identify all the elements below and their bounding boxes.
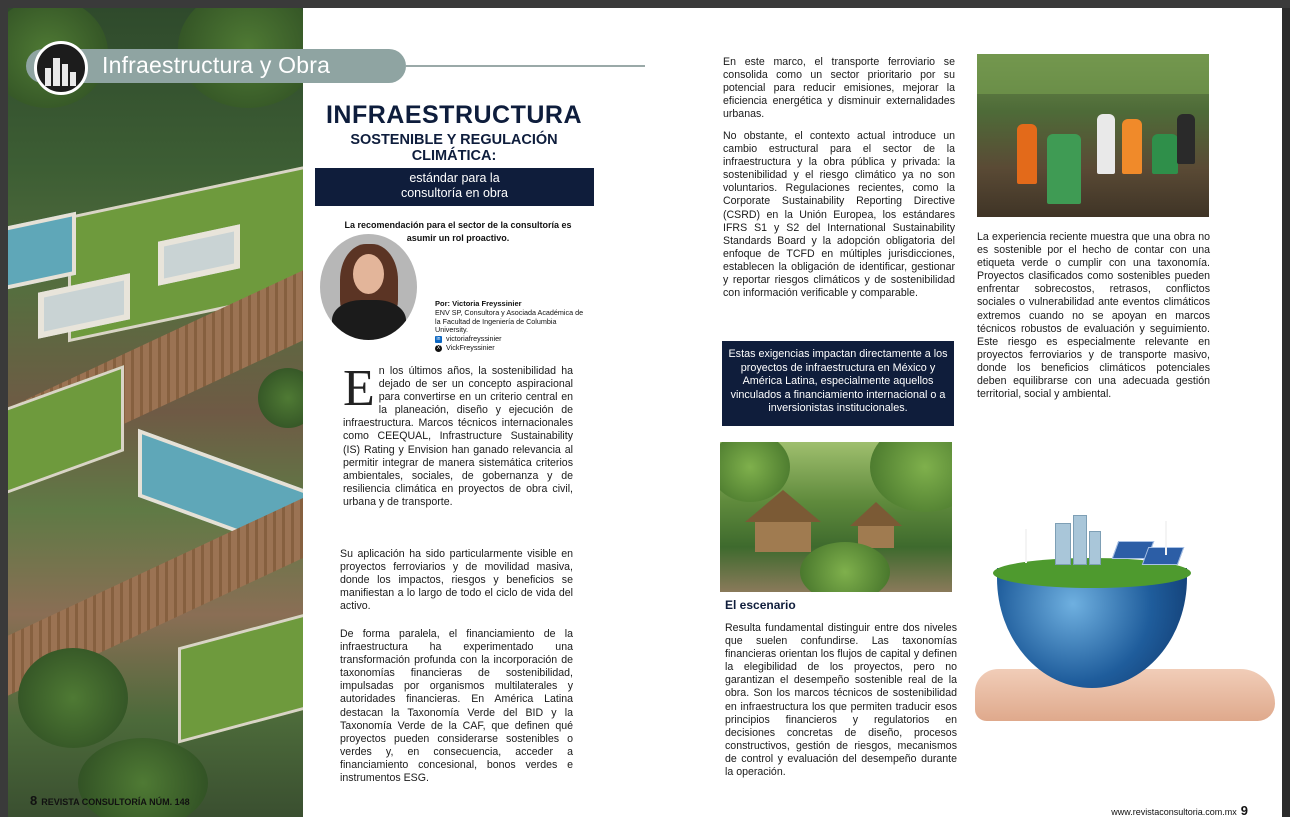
- banner-rule: [406, 65, 645, 67]
- author-x[interactable]: VickFreyssinier: [446, 342, 495, 352]
- left-page: [8, 8, 645, 817]
- lead-paragraph: La recomendación para el sector de la consultoría es asumir un rol proactivo.: [344, 220, 572, 243]
- left-paragraph-1: [343, 360, 573, 509]
- magazine-spread: [0, 8, 1290, 817]
- footer-url[interactable]: www.revistaconsultoria.com.mx: [1111, 807, 1237, 817]
- field-team-photo: [977, 54, 1209, 217]
- article-title-line1: INFRAESTRUCTURA: [325, 101, 583, 129]
- article-title-line2-3: [308, 132, 600, 164]
- right-paragraph-3: Resulta fundamental distinguir entre dos niveles que suelen confundirse. Las taxonomías financieras orientan los flujos de capital y definen la elegibilidad de los proyectos, pero no garantizan el desempeño sostenible real de la obra. Son los marcos técnicos de sostenibilidad en infraestructura los que permiten traducir esos principios financieros y regulatorios en decisiones concretas de diseño, procesos constructivos, gestión de riesgos, mecanismos de control y evaluación del desempeño durante la operación.: [725, 622, 957, 779]
- footer-left: [30, 793, 190, 808]
- callout-box: Estas exigencias impactan directamente a los proyectos de infraestructura en México y América Latina, especialmente aquellos vinculados a financiamiento internacional o a inversionistas institucionales.: [722, 341, 954, 426]
- right-page: [645, 8, 1282, 817]
- footer-left-text: REVISTA CONSULTORÍA NÚM. 148: [41, 797, 190, 807]
- footer-right: [1111, 803, 1248, 817]
- article-title-line3: CLIMÁTICA:: [411, 148, 497, 164]
- subtitle-box: [315, 168, 594, 206]
- subtitle-line2: consultoría en obra: [400, 186, 508, 200]
- city-skyline-icon: [34, 41, 88, 95]
- right-paragraph-1: En este marco, el transporte ferroviario se consolida como un sector prioritario por su potencial para reducir emisiones, mejorar la eficiencia energética y disminuir externalidades urbanas.: [723, 56, 955, 121]
- page-number-left: 8: [30, 793, 38, 808]
- author-bio: ENV SP, Consultora y Asociada Académica de la Facultad de Ingeniería de Columbia University.: [435, 307, 584, 335]
- page-number-right: 9: [1240, 803, 1248, 817]
- article-title-line2: SOSTENIBLE Y REGULACIÓN: [350, 132, 558, 148]
- author-portrait: [320, 234, 417, 340]
- x-icon: X: [436, 344, 441, 351]
- left-paragraph-2: Su aplicación ha sido particularmente visible en proyectos ferroviarios y de movilidad masiva, donde los impactos, riesgos y beneficios se manifiestan a lo largo de todo el ciclo de vida del activo.: [340, 548, 573, 613]
- section-title: Infraestructura y Obra: [102, 52, 331, 78]
- left-p1-text: n los últimos años, la sostenibilidad ha dejado de ser un concepto aspiracional para convertirse en un criterio central en la planeación, diseño y ejecución de infraestructura. Marcos técnicos internacionales como CEEQUAL, Infrastructure Sustainability (IS) Rating y Envision han ganado relevancia al permitir integrar de manera sistemática criterios ambientales, sociales, de gobernanza y de resiliencia climática en proyectos de obra civil, urbana y de transporte.: [343, 365, 573, 508]
- author-block: [435, 300, 585, 353]
- right-paragraph-2: No obstante, el contexto actual introduce un cambio estructural para el sector de la infraestructura y la obra pública y privada: la sostenibilidad y el riesgo climático ya no son voluntarios. Regulaciones recientes, como la Corporate Sustainability Reporting Directive (CSRD) en la Unión Europea, los estándares IFRS S1 y S2 del International Sustainability Standards Board y la adopción obligatoria del enfoque de TCFD en múltiples jurisdicciones, establecen la obligación de identificar, gestionar y reportar riesgos climáticos y de sostenibilidad con información verificable y comparable.: [723, 130, 955, 300]
- author-linkedin[interactable]: victoriafreyssinier: [446, 334, 502, 344]
- globe-in-hand-illustration: [985, 513, 1282, 743]
- subtitle-line1: estándar para la: [409, 171, 500, 185]
- section-heading: El escenario: [725, 598, 796, 612]
- dropcap: E: [343, 360, 375, 417]
- right-paragraph-4: La experiencia reciente muestra que una obra no es sostenible por el hecho de contar con una etiqueta verde o cumplir con una taxonomía. Proyectos clasificados como sostenibles pueden enfrentar sobrecostos, retrasos, conflictos sociales o vulnerabilidad ante eventos climáticos extremos cuando no se apoyan en marcos técnicos robustos de evaluación y seguimiento. Este riesgo es especialmente relevante en proyectos ferroviarios y de transporte masivo, donde los beneficios climáticos potenciales deben equilibrarse con una adecuada gestión territorial, social y ambiental.: [977, 231, 1210, 401]
- left-paragraph-3: De forma paralela, el financiamiento de la infraestructura ha experimentado una transformación profunda con la incorporación de taxonomías financieras de sostenibilidad, impulsadas por organismos multilaterales y autoridades financieras. En América Latina destacan la Taxonomía Verde del BID y la Taxonomía Verde de la CAF, que definen qué proyectos pueden considerarse sostenibles o verdes y, en consecuencia, acceder a financiamiento concesional, bonos verdes e instrumentos ESG.: [340, 628, 573, 785]
- hut-photo: [720, 442, 952, 592]
- author-byline: Por: Victoria Freyssinier: [435, 299, 522, 308]
- linkedin-icon: in: [436, 336, 441, 343]
- viewer-edge: [1282, 8, 1290, 817]
- architecture-photo: [8, 8, 303, 817]
